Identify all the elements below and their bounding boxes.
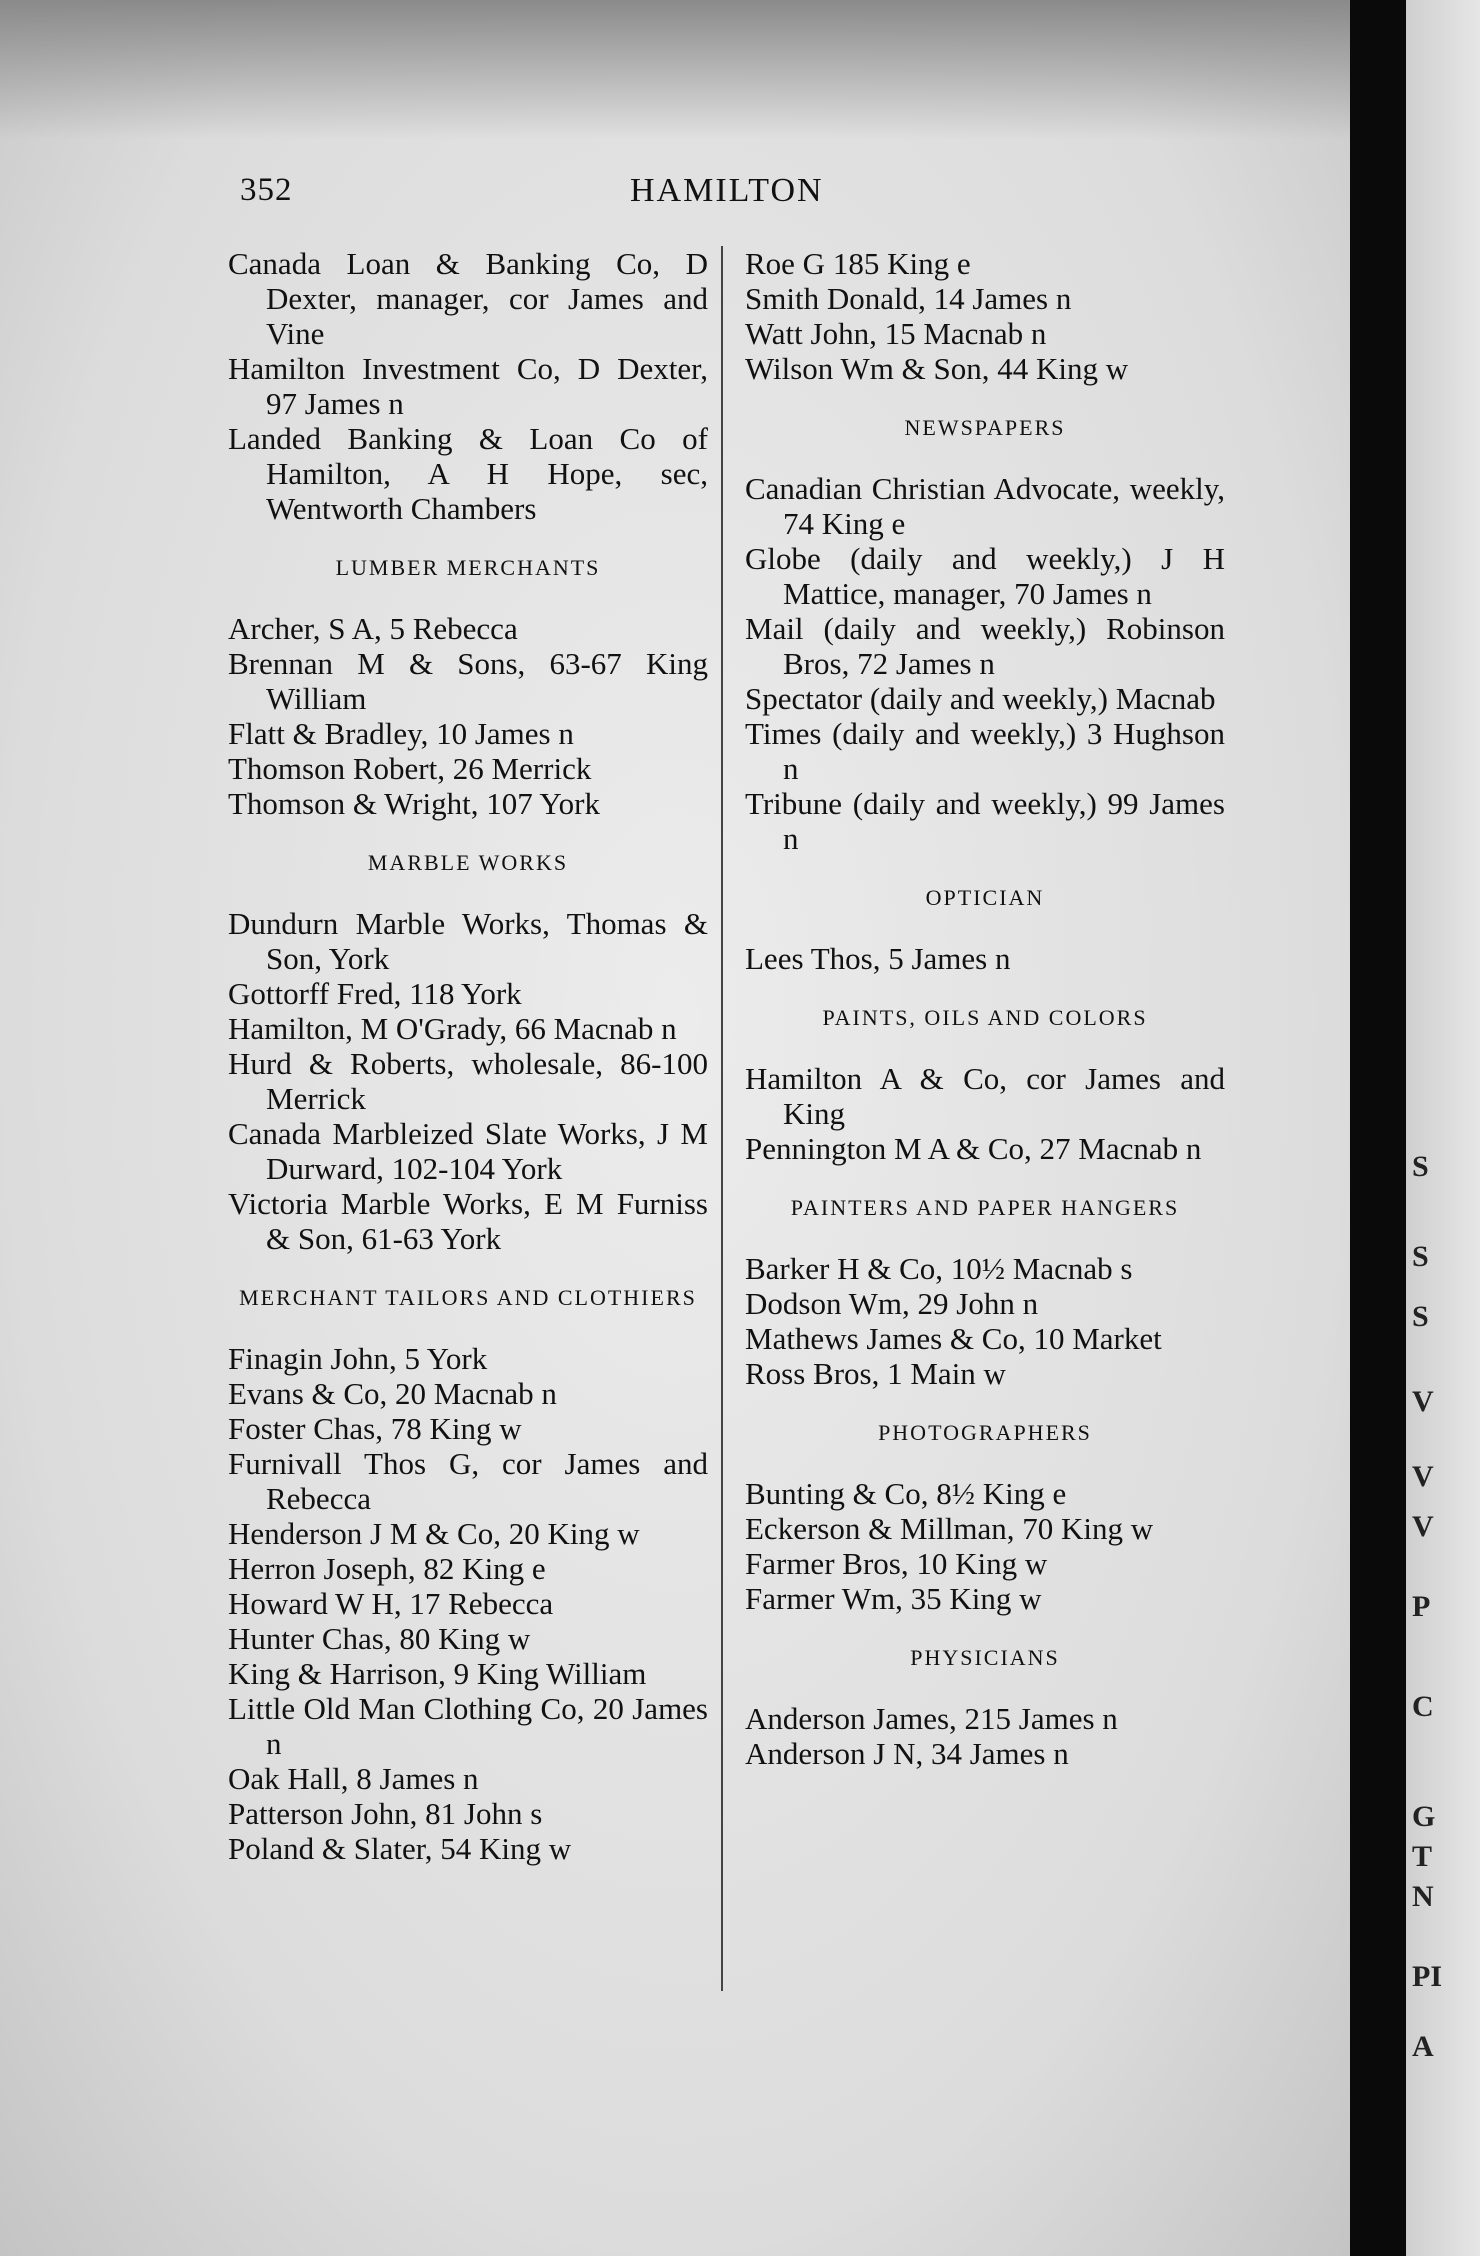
directory-entry: Wilson Wm & Son, 44 King w <box>745 351 1129 386</box>
column-divider <box>721 246 723 1991</box>
directory-entry: Howard W H, 17 Rebecca <box>228 1586 554 1621</box>
directory-section <box>745 1190 1225 1391</box>
section-heading: PAINTS, OILS AND COLORS <box>822 1005 1148 1030</box>
directory-entry: Spectator (daily and weekly,) Macnab <box>745 681 1216 716</box>
directory-entry: Patterson John, 81 John s <box>228 1796 543 1831</box>
section-heading: NEWSPAPERS <box>904 415 1066 440</box>
adjacent-page-fragment: PI <box>1412 1960 1442 1993</box>
directory-entry: Hamilton A & Co, cor James and King <box>745 1061 1225 1131</box>
adjacent-page-fragment: T <box>1412 1840 1433 1873</box>
directory-section <box>228 246 708 526</box>
directory-entry: Globe (daily and weekly,) J H Mattice, manager, 70 James n <box>745 541 1225 611</box>
directory-section <box>228 845 708 1256</box>
directory-entry: Brennan M & Sons, 63-67 King William <box>228 646 708 716</box>
adjacent-page-fragment: C <box>1412 1690 1434 1723</box>
directory-entry: Archer, S A, 5 Rebecca <box>228 611 518 646</box>
directory-entry: Hamilton Investment Co, D Dexter, 97 James n <box>228 351 708 421</box>
section-heading: PHYSICIANS <box>910 1645 1060 1670</box>
directory-entry: Little Old Man Clothing Co, 20 James n <box>228 1691 708 1761</box>
directory-entry: Ross Bros, 1 Main w <box>745 1356 1006 1391</box>
directory-entry: Finagin John, 5 York <box>228 1341 488 1376</box>
directory-entry: Mathews James & Co, 10 Market <box>745 1321 1162 1356</box>
adjacent-page-fragment: V <box>1412 1385 1434 1418</box>
directory-entry: Times (daily and weekly,) 3 Hughson n <box>745 716 1225 786</box>
adjacent-page-fragment: G <box>1412 1800 1436 1833</box>
section-heading: LUMBER MERCHANTS <box>335 555 601 580</box>
directory-entry: Eckerson & Millman, 70 King w <box>745 1511 1154 1546</box>
running-title: HAMILTON <box>630 172 824 209</box>
directory-entry: Hunter Chas, 80 King w <box>228 1621 531 1656</box>
directory-entry: King & Harrison, 9 King William <box>228 1656 647 1691</box>
directory-entry: Hurd & Roberts, wholesale, 86-100 Merrick <box>228 1046 708 1116</box>
directory-section <box>745 1415 1225 1616</box>
directory-section <box>745 880 1225 976</box>
adjacent-page-fragment: S <box>1412 1240 1429 1273</box>
directory-entry: Gottorff Fred, 118 York <box>228 976 522 1011</box>
directory-entry: Thomson & Wright, 107 York <box>228 786 600 821</box>
directory-entry: Dodson Wm, 29 John n <box>745 1286 1039 1321</box>
directory-entry: Landed Banking & Loan Co of Hamilton, A H Hope, sec, Wentworth Chambers <box>228 421 708 526</box>
section-heading: MERCHANT TAILORS AND CLOTHIERS <box>239 1285 697 1310</box>
directory-entry: Barker H & Co, 10½ Macnab s <box>745 1251 1133 1286</box>
directory-entry: Oak Hall, 8 James n <box>228 1761 479 1796</box>
adjacent-page-fragment: S <box>1412 1300 1429 1333</box>
section-heading: MARBLE WORKS <box>367 850 569 875</box>
directory-section <box>745 246 1225 386</box>
directory-entry: Victoria Marble Works, E M Furniss & Son, 61-63 York <box>228 1186 708 1256</box>
directory-entry: Mail (daily and weekly,) Robinson Bros, 72 James n <box>745 611 1225 681</box>
directory-entry: Canada Marbleized Slate Works, J M Durward, 102-104 York <box>228 1116 708 1186</box>
adjacent-page-fragment: V <box>1412 1510 1434 1543</box>
directory-section <box>745 1640 1225 1771</box>
directory-entry: Henderson J M & Co, 20 King w <box>228 1516 640 1551</box>
directory-entry: Pennington M A & Co, 27 Macnab n <box>745 1131 1202 1166</box>
section-heading: PHOTOGRAPHERS <box>878 1420 1092 1445</box>
directory-entry: Evans & Co, 20 Macnab n <box>228 1376 557 1411</box>
directory-section <box>228 550 708 821</box>
right-column <box>745 246 1225 1771</box>
directory-entry: Farmer Wm, 35 King w <box>745 1581 1042 1616</box>
directory-entry: Furnivall Thos G, cor James and Rebecca <box>228 1446 708 1516</box>
directory-section <box>745 410 1225 856</box>
directory-entry: Hamilton, M O'Grady, 66 Macnab n <box>228 1011 677 1046</box>
directory-entry: Tribune (daily and weekly,) 99 James n <box>745 786 1225 856</box>
left-column <box>228 246 708 1866</box>
adjacent-page-fragment: N <box>1412 1880 1434 1913</box>
directory-entry: Thomson Robert, 26 Merrick <box>228 751 592 786</box>
page-number: 352 <box>240 172 293 208</box>
directory-entry: Bunting & Co, 8½ King e <box>745 1476 1067 1511</box>
directory-entry: Farmer Bros, 10 King w <box>745 1546 1048 1581</box>
directory-entry: Canadian Christian Advocate, weekly, 74 King e <box>745 471 1225 541</box>
directory-entry: Foster Chas, 78 King w <box>228 1411 522 1446</box>
scan-shadow <box>0 0 1350 140</box>
directory-entry: Lees Thos, 5 James n <box>745 941 1011 976</box>
directory-entry: Canada Loan & Banking Co, D Dexter, manager, cor James and Vine <box>228 246 708 351</box>
directory-entry: Watt John, 15 Macnab n <box>745 316 1047 351</box>
binding-gutter <box>1350 0 1406 2256</box>
adjacent-page-edge <box>1406 0 1480 2256</box>
adjacent-page-fragment: P <box>1412 1590 1431 1623</box>
directory-section <box>745 1000 1225 1166</box>
page-header <box>240 172 1240 216</box>
directory-entry: Anderson J N, 34 James n <box>745 1736 1069 1771</box>
directory-entry: Dundurn Marble Works, Thomas & Son, York <box>228 906 708 976</box>
adjacent-page-fragment: S <box>1412 1150 1429 1183</box>
adjacent-page-fragment: A <box>1412 2030 1434 2063</box>
directory-entry: Poland & Slater, 54 King w <box>228 1831 572 1866</box>
section-heading: PAINTERS AND PAPER HANGERS <box>790 1195 1180 1220</box>
directory-entry: Roe G 185 King e <box>745 246 971 281</box>
directory-entry: Smith Donald, 14 James n <box>745 281 1072 316</box>
section-heading: OPTICIAN <box>925 885 1045 910</box>
adjacent-page-fragment: V <box>1412 1460 1434 1493</box>
directory-entry: Flatt & Bradley, 10 James n <box>228 716 574 751</box>
directory-entry: Herron Joseph, 82 King e <box>228 1551 546 1586</box>
directory-entry: Anderson James, 215 James n <box>745 1701 1118 1736</box>
directory-section <box>228 1280 708 1866</box>
